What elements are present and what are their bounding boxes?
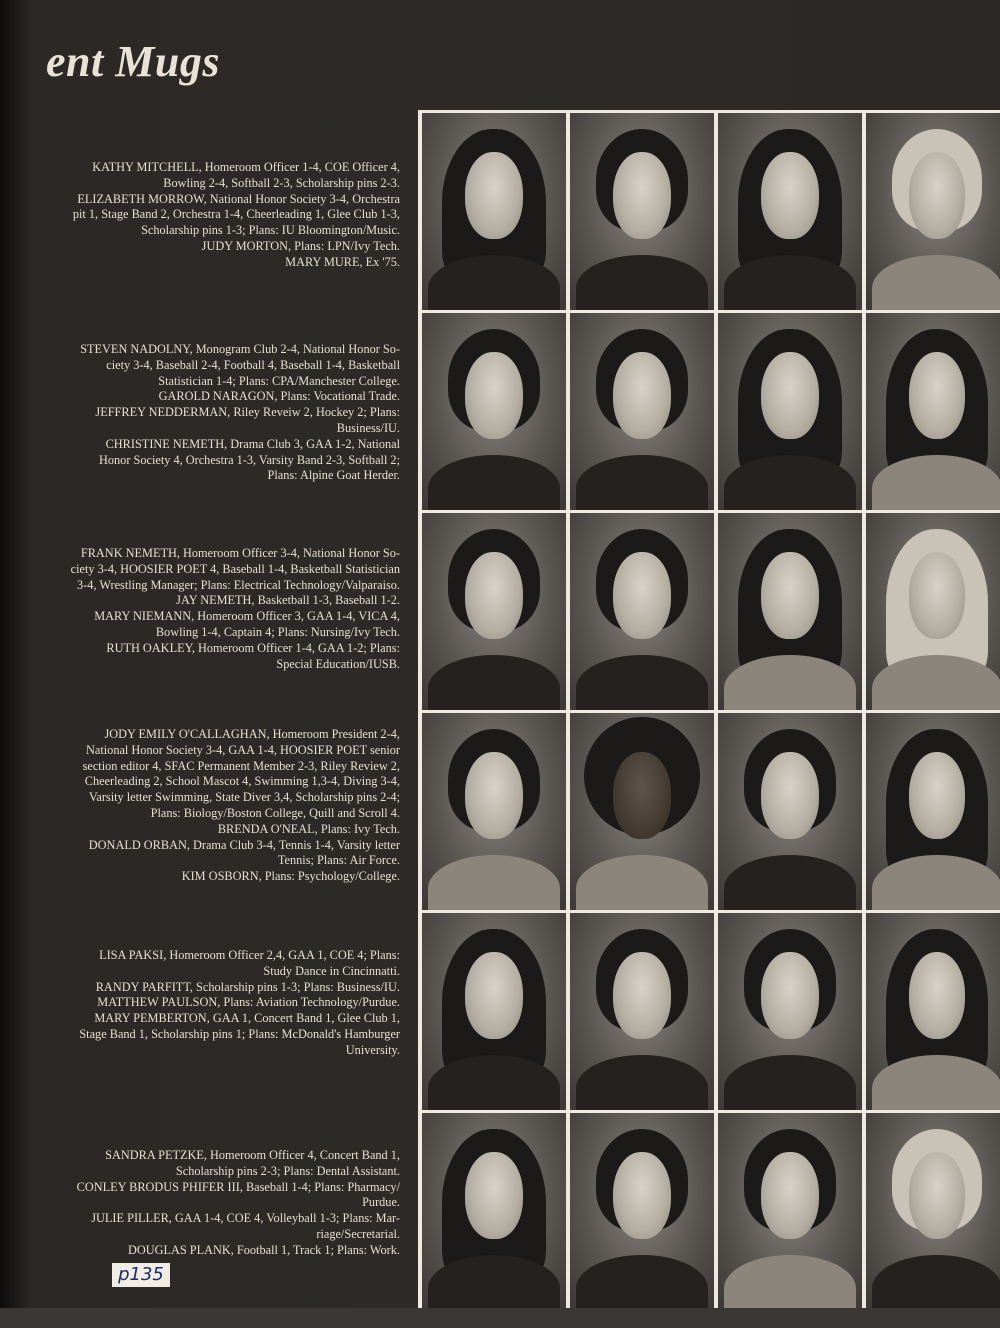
student-portrait-photo	[570, 513, 714, 710]
portrait-shoulders	[576, 255, 708, 310]
bio-line: MARY MURE, Ex '75.	[285, 254, 400, 269]
portrait-face	[613, 952, 671, 1039]
bio-line: LISA PAKSI, Homeroom Officer 2,4, GAA 1, COE 4; Plans:	[99, 948, 400, 962]
bio-line: CONLEY BRODUS PHIFER III, Baseball 1-4; Plans: Pharmacy/	[76, 1179, 400, 1194]
bio-line: University.	[345, 1042, 400, 1057]
bio-line: JEFFREY NEDDERMAN, Riley Reveiw 2, Hockey 2; Plans:	[95, 405, 400, 420]
portrait-shoulders	[724, 1055, 856, 1110]
bio-line: RUTH OAKLEY, Homeroom Officer 1-4, GAA 1-2; Plans:	[106, 640, 400, 655]
bio-line: National Honor Society 3-4, GAA 1-4, HOOSIER POET senior	[86, 742, 400, 757]
student-portrait-photo	[866, 913, 1000, 1110]
page-title: ent Mugs	[46, 37, 220, 86]
bio-line: GAROLD NARAGON, Plans: Vocational Trade.	[158, 389, 400, 404]
portrait-shoulders	[576, 855, 708, 910]
bio-line: Honor Society 4, Orchestra 1-3, Varsity Band 2-3, Softball 2;	[99, 452, 400, 467]
portrait-shoulders	[724, 1255, 856, 1310]
bio-line: Purdue.	[362, 1195, 400, 1210]
portrait-shoulders	[576, 655, 708, 710]
student-portrait-photo	[422, 1113, 566, 1310]
student-portrait-photo	[866, 113, 1000, 310]
portrait-face	[465, 352, 523, 439]
bio-line: ciety 3-4, HOOSIER POET 4, Baseball 1-4, Basketball Statistician	[70, 561, 400, 576]
portrait-face	[465, 152, 523, 239]
portrait-face	[761, 552, 819, 639]
portrait-face	[465, 952, 523, 1039]
page-binding	[0, 0, 30, 1328]
portrait-face	[909, 752, 966, 839]
portrait-shoulders	[428, 855, 560, 910]
bio-line: Plans: Biology/Boston College, Quill and Scroll 4.	[150, 805, 400, 820]
portrait-shoulders	[576, 1055, 708, 1110]
portrait-face	[761, 152, 819, 239]
bio-line: Cheerleading 2, School Mascot 4, Swimming 1,3-4, Diving 3-4,	[84, 774, 400, 789]
student-portrait-photo	[866, 313, 1000, 510]
student-portrait-photo	[718, 1113, 862, 1310]
student-portrait-photo	[422, 713, 566, 910]
student-portrait-photo	[570, 913, 714, 1110]
bio-line: ciety 3-4, Baseball 2-4, Football 4, Baseball 1-4, Basketball	[106, 357, 400, 372]
bio-line: pit 1, Stage Band 2, Orchestra 1-4, Cheerleading 1, Glee Club 1-3,	[72, 207, 400, 222]
bio-line: RANDY PARFITT, Scholarship pins 1-3; Plans: Business/IU.	[95, 979, 400, 994]
student-bio-block	[40, 727, 400, 885]
student-portrait-photo	[718, 513, 862, 710]
bio-line: Stage Band 1, Scholarship pins 1; Plans: McDonald's Hamburger	[79, 1026, 400, 1041]
bio-line: DONALD ORBAN, Drama Club 3-4, Tennis 1-4, Varsity letter	[88, 837, 400, 852]
bio-line: KIM OSBORN, Plans: Psychology/College.	[181, 869, 400, 884]
portrait-face	[761, 352, 819, 439]
portrait-face	[761, 952, 819, 1039]
student-bio-block	[40, 546, 400, 672]
bio-line: section editor 4, SFAC Permanent Member 2-3, Riley Review 2,	[82, 758, 400, 773]
bio-line: Varsity letter Swimming, State Diver 3,4, Scholarship pins 2-4;	[88, 790, 400, 805]
student-portrait-photo	[718, 913, 862, 1110]
student-portrait-photo	[866, 513, 1000, 710]
bio-line: JULIE PILLER, GAA 1-4, COE 4, Volleyball 1-3; Plans: Mar-	[91, 1211, 400, 1226]
student-portrait-photo	[570, 313, 714, 510]
portrait-face	[909, 1152, 966, 1239]
bio-line: DOUGLAS PLANK, Football 1, Track 1; Plans: Work.	[127, 1242, 400, 1257]
portrait-face	[909, 952, 966, 1039]
portrait-face	[909, 552, 966, 639]
bio-line: CHRISTINE NEMETH, Drama Club 3, GAA 1-2, National	[105, 436, 400, 451]
student-portrait-photo	[570, 1113, 714, 1310]
bio-line: MARY PEMBERTON, GAA 1, Concert Band 1, Glee Club 1,	[94, 1011, 400, 1026]
page-bottom-edge	[0, 1308, 1000, 1328]
student-portrait-photo	[422, 913, 566, 1110]
student-portrait-photo	[570, 113, 714, 310]
portrait-shoulders	[428, 655, 560, 710]
portrait-face	[613, 352, 671, 439]
bio-line: 3-4, Wrestling Manager; Plans: Electrical Technology/Valparaiso.	[77, 577, 400, 592]
student-portrait-photo	[718, 113, 862, 310]
bio-line: KATHY MITCHELL, Homeroom Officer 1-4, COE Officer 4,	[92, 160, 400, 174]
bio-line: Business/IU.	[336, 420, 400, 435]
student-portrait-photo	[570, 713, 714, 910]
bio-line: JUDY MORTON, Plans: LPN/Ivy Tech.	[201, 238, 400, 253]
portrait-face	[761, 752, 819, 839]
student-portrait-photo	[422, 513, 566, 710]
bio-line: Bowling 1-4, Captain 4; Plans: Nursing/Ivy Tech.	[155, 624, 400, 639]
bio-line: MATTHEW PAULSON, Plans: Aviation Technology/Purdue.	[97, 995, 400, 1010]
student-bio-block	[40, 948, 400, 1059]
bio-line: Scholarship pins 2-3; Plans: Dental Assistant.	[175, 1163, 400, 1178]
bio-line: JAY NEMETH, Basketball 1-3, Baseball 1-2.	[176, 593, 400, 608]
portrait-face	[465, 752, 523, 839]
portrait-face	[613, 552, 671, 639]
portrait-face	[465, 552, 523, 639]
bio-line: BRENDA O'NEAL, Plans: Ivy Tech.	[217, 821, 400, 836]
bio-line: riage/Secretarial.	[316, 1226, 400, 1241]
bio-line: SANDRA PETZKE, Homeroom Officer 4, Concert Band 1,	[105, 1148, 400, 1162]
bio-line: Tennis; Plans: Air Force.	[277, 853, 400, 868]
portrait-face	[465, 1152, 523, 1239]
student-portrait-photo	[718, 313, 862, 510]
student-portrait-photo	[866, 1113, 1000, 1310]
bio-line: ELIZABETH MORROW, National Honor Society 3-4, Orchestra	[77, 191, 400, 206]
bio-line: Statistician 1-4; Plans: CPA/Manchester College.	[158, 373, 400, 388]
student-bio-block	[40, 160, 400, 271]
bio-line: Bowling 2-4, Softball 2-3, Scholarship pins 2-3.	[163, 175, 400, 190]
bio-line: MARY NIEMANN, Homeroom Officer 3, GAA 1-4, VICA 4,	[94, 609, 400, 624]
portrait-shoulders	[576, 1255, 708, 1310]
student-bio-block	[40, 1148, 400, 1259]
bio-line: Special Education/IUSB.	[276, 656, 400, 671]
portrait-face	[909, 352, 966, 439]
student-portrait-photo	[422, 113, 566, 310]
bio-line: FRANK NEMETH, Homeroom Officer 3-4, National Honor So-	[80, 546, 400, 560]
student-photo-grid	[418, 110, 1000, 1308]
portrait-shoulders	[872, 255, 1000, 310]
portrait-face	[613, 752, 671, 839]
bio-line: Scholarship pins 1-3; Plans: IU Bloomington/Music.	[141, 223, 400, 238]
bio-line: JODY EMILY O'CALLAGHAN, Homeroom President 2-4,	[104, 727, 400, 741]
bio-line: Plans: Alpine Goat Herder.	[267, 468, 400, 483]
bio-line: STEVEN NADOLNY, Monogram Club 2-4, National Honor So-	[80, 342, 400, 356]
portrait-shoulders	[576, 455, 708, 510]
portrait-face	[761, 1152, 819, 1239]
portrait-shoulders	[872, 1255, 1000, 1310]
student-portrait-photo	[422, 313, 566, 510]
bio-line: Study Dance in Cincinnatti.	[263, 963, 400, 978]
student-portrait-photo	[718, 713, 862, 910]
student-bio-block	[40, 342, 400, 484]
portrait-face	[613, 152, 671, 239]
student-portrait-photo	[866, 713, 1000, 910]
page-number-tag: p135	[112, 1263, 170, 1287]
portrait-shoulders	[428, 455, 560, 510]
portrait-shoulders	[724, 855, 856, 910]
portrait-face	[909, 152, 966, 239]
portrait-face	[613, 1152, 671, 1239]
